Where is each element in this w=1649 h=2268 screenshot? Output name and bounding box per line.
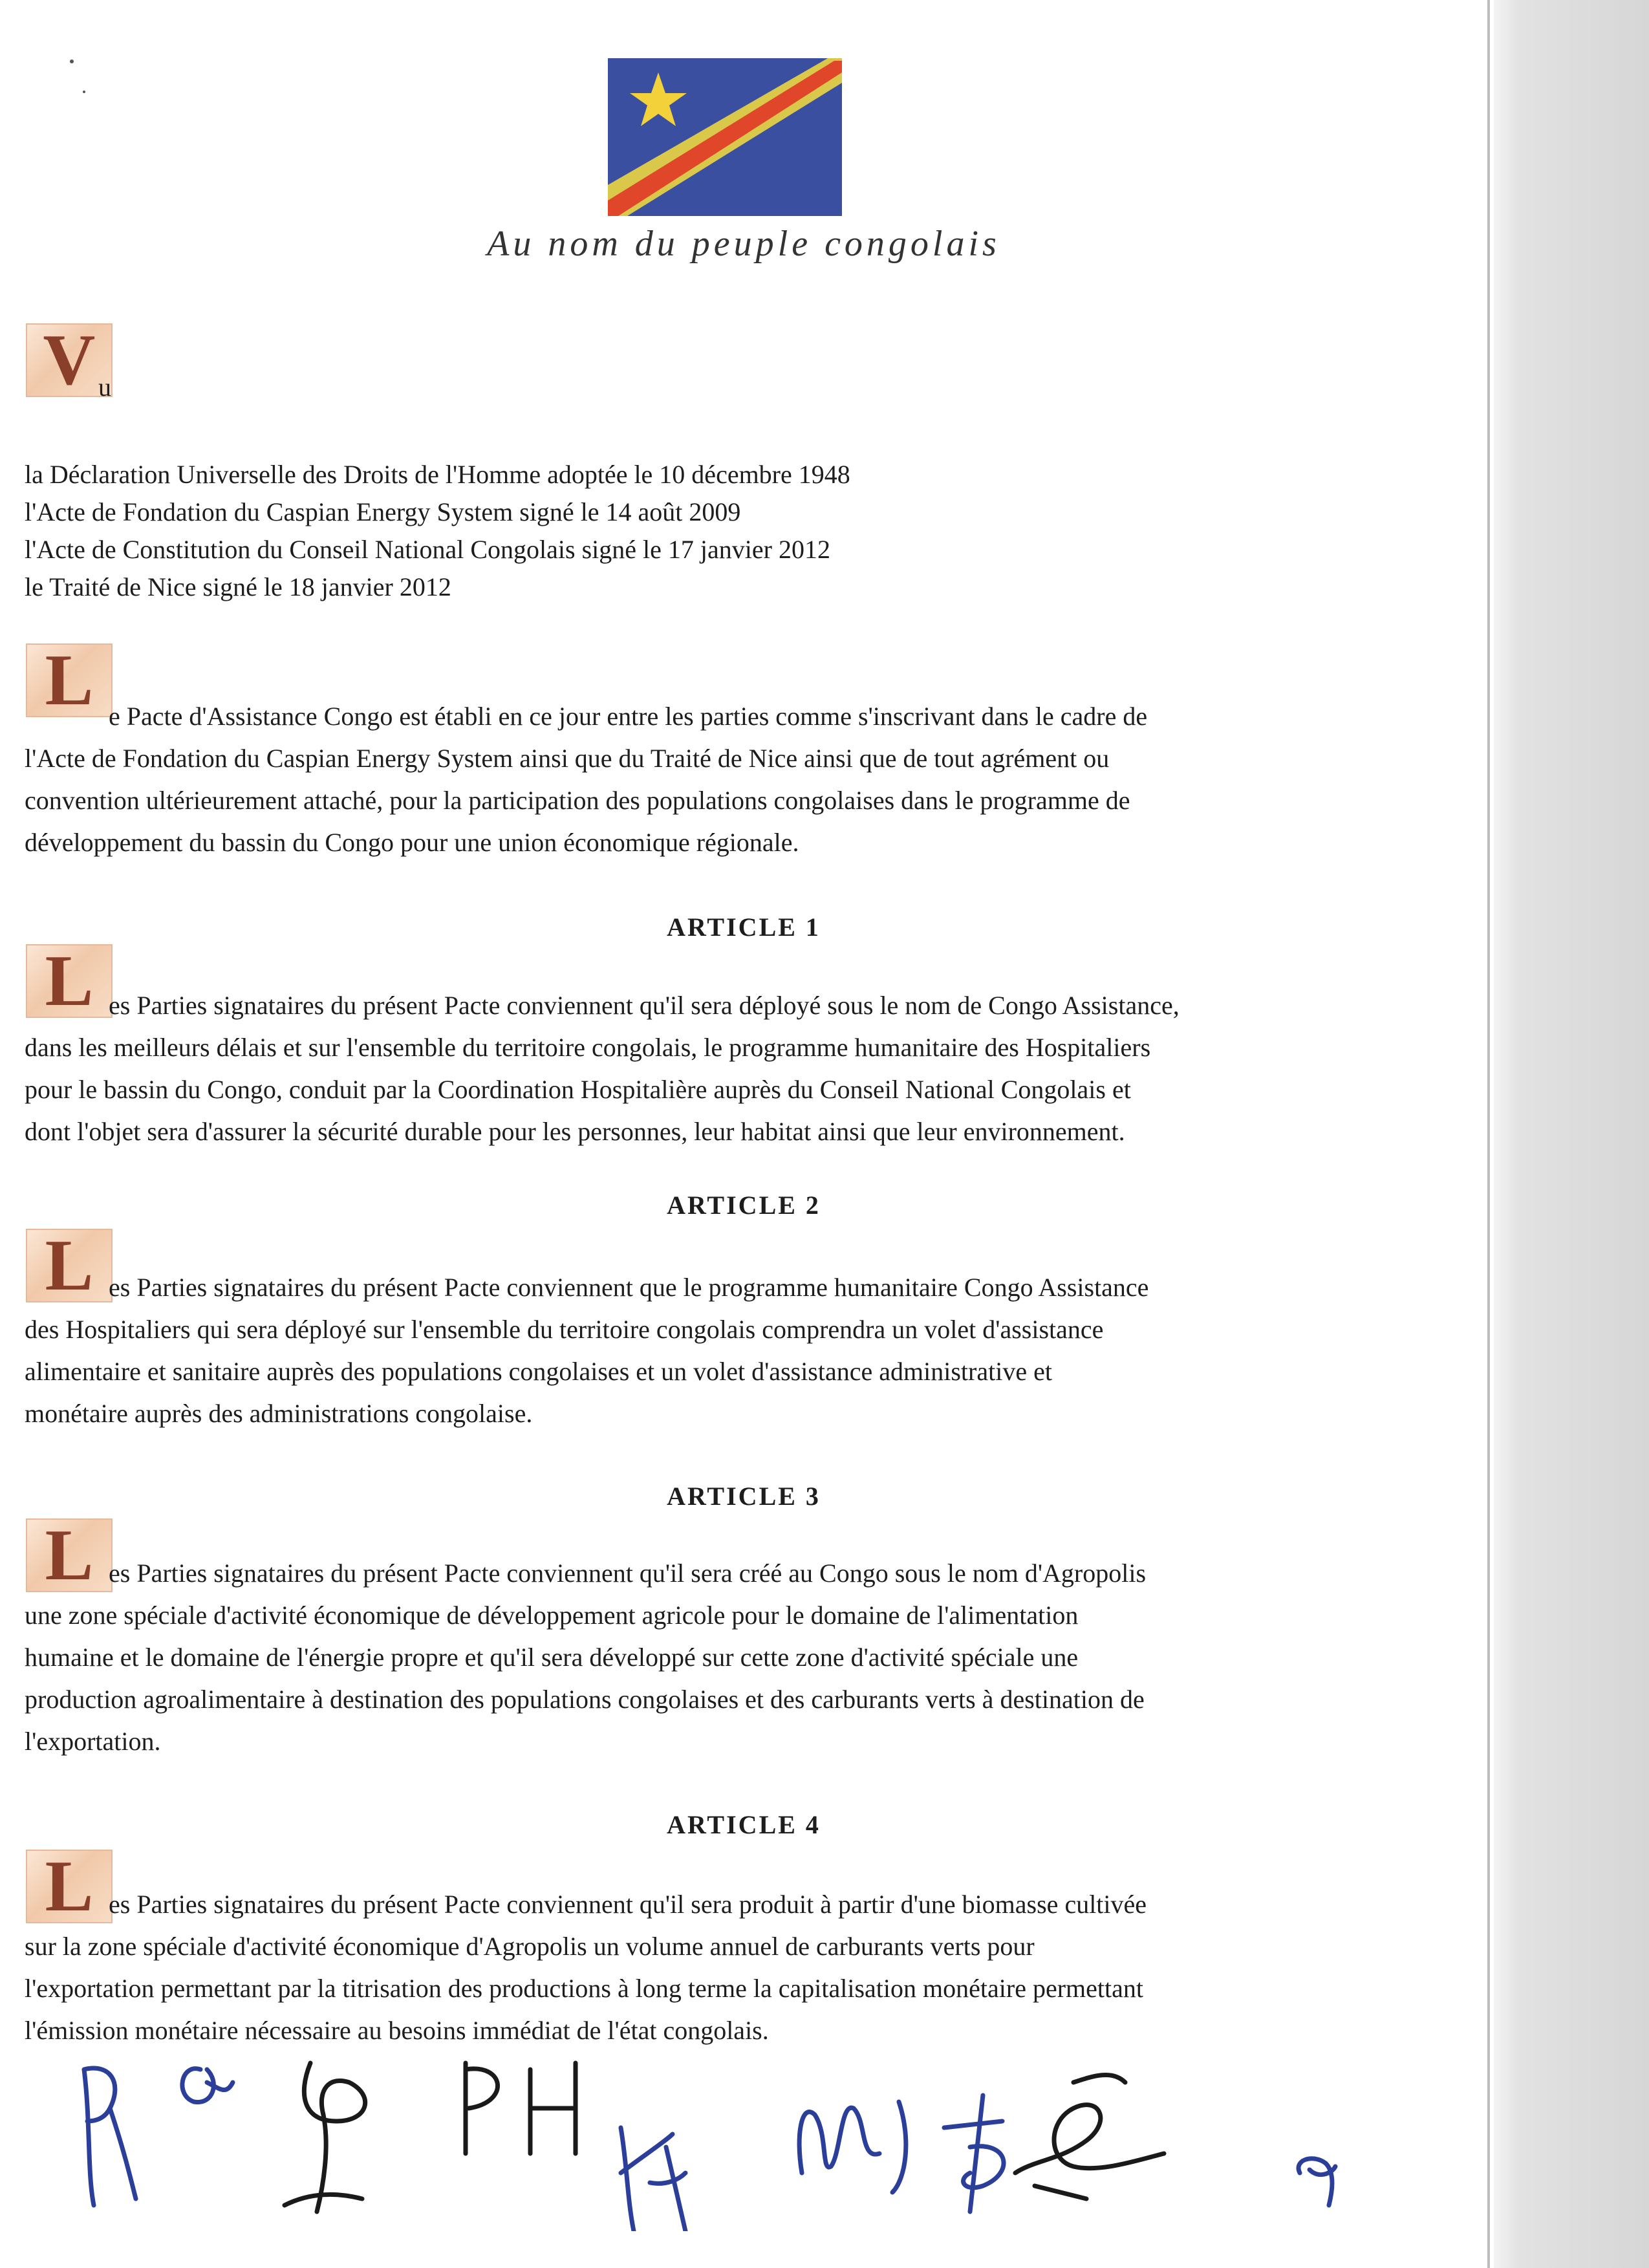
preamble-line: la Déclaration Universelle des Droits de l'Homme adoptée le 10 décembre 1948 — [25, 460, 850, 489]
signature-initials — [1299, 2159, 1335, 2205]
signature-initials — [182, 2069, 233, 2102]
dropcap-v: V — [26, 323, 113, 397]
dropcap-l: L — [26, 1850, 113, 1923]
preamble-list — [25, 456, 850, 606]
drc-flag — [608, 58, 842, 216]
signature-initials — [1015, 2075, 1164, 2199]
dropcap-l: L — [26, 944, 113, 1018]
scan-speck — [83, 91, 85, 93]
dropcap-tail: u — [98, 373, 111, 402]
dropcap-l: L — [26, 1518, 113, 1592]
signature-initials — [466, 2063, 576, 2154]
signature-initials — [799, 2102, 906, 2192]
intro-line: l'Acte de Fondation du Caspian Energy System ainsi que du Traité de Nice ainsi que de tout agrément ou — [25, 744, 1110, 773]
signature-row — [65, 2044, 1423, 2231]
scanner-margin — [1494, 0, 1649, 2268]
article-4-paragraph — [25, 1883, 1396, 2051]
article-3-paragraph — [25, 1552, 1396, 1762]
article-3-heading: ARTICLE 3 — [667, 1482, 821, 1511]
article-1-paragraph — [25, 984, 1396, 1152]
preamble-line: l'Acte de Fondation du Caspian Energy System signé le 14 août 2009 — [25, 497, 741, 526]
article-line: es Parties signataires du présent Pacte conviennent qu'il sera créé au Congo sous le nom d'Agropolis — [109, 1559, 1147, 1588]
preamble-line: le Traité de Nice signé le 18 janvier 2012 — [25, 572, 451, 601]
article-line: es Parties signataires du présent Pacte conviennent qu'il sera produit à partir d'une biomasse cultivée — [109, 1890, 1147, 1919]
article-2-heading: ARTICLE 2 — [667, 1191, 821, 1220]
article-line: es Parties signataires du présent Pacte conviennent que le programme humanitaire Congo Assistance — [109, 1273, 1149, 1302]
intro-line: développement du bassin du Congo pour une union économique régionale. — [25, 828, 799, 857]
article-4-heading: ARTICLE 4 — [667, 1810, 821, 1839]
intro-line: convention ultérieurement attaché, pour la participation des populations congolaises dans le programme de — [25, 786, 1130, 815]
preamble-line: l'Acte de Constitution du Conseil National Congolais signé le 17 janvier 2012 — [25, 535, 830, 564]
dropcap-l: L — [26, 1229, 113, 1302]
article-line: es Parties signataires du présent Pacte conviennent qu'il sera déployé sous le nom de Congo Assistance, — [109, 991, 1180, 1020]
signature-initials — [84, 2068, 136, 2205]
article-line: humaine et le domaine de l'énergie propre et qu'il sera développé sur cette zone d'activité spéciale une — [25, 1643, 1079, 1672]
scan-speck — [70, 59, 74, 63]
article-line: l'exportation permettant par la titrisation des productions à long terme la capitalisation monétaire permettant — [25, 1974, 1143, 2003]
dropcap-l: L — [26, 643, 113, 717]
article-line: production agroalimentaire à destination des populations congolaises et des carburants verts à destination de — [25, 1685, 1145, 1714]
article-2-paragraph — [25, 1266, 1396, 1434]
article-line: l'émission monétaire nécessaire au besoins immédiat de l'état congolais. — [25, 2016, 769, 2045]
page-edge — [1487, 0, 1490, 2268]
article-line: une zone spéciale d'activité économique de développement agricole pour le domaine de l'alimentation — [25, 1601, 1079, 1630]
signature-initials — [621, 2128, 685, 2231]
article-line: alimentaire et sanitaire auprès des populations congolaises et un volet d'assistance administrative et — [25, 1357, 1052, 1386]
article-line: dans les meilleurs délais et sur l'ensemble du territoire congolais, le programme humanitaire des Hospitaliers — [25, 1033, 1151, 1062]
invocation: Au nom du peuple congolais — [487, 224, 1000, 264]
article-line: des Hospitaliers qui sera déployé sur l'ensemble du territoire congolais comprendra un volet d'assistance — [25, 1315, 1104, 1344]
signature-initials — [944, 2095, 1004, 2212]
article-line: monétaire auprès des administrations congolaise. — [25, 1399, 533, 1428]
article-line: dont l'objet sera d'assurer la sécurité durable pour les personnes, leur habitat ainsi que leur environnement. — [25, 1117, 1125, 1146]
article-line: pour le bassin du Congo, conduit par la Coordination Hospitalière auprès du Conseil National Congolais et — [25, 1075, 1131, 1104]
intro-line: e Pacte d'Assistance Congo est établi en ce jour entre les parties comme s'inscrivant dans le cadre de — [109, 702, 1148, 731]
article-1-heading: ARTICLE 1 — [667, 913, 821, 942]
article-line: l'exportation. — [25, 1727, 161, 1756]
intro-paragraph — [25, 695, 1396, 863]
article-line: sur la zone spéciale d'activité économique d'Agropolis un volume annuel de carburants verts pour — [25, 1932, 1035, 1961]
signature-initials — [285, 2063, 365, 2212]
